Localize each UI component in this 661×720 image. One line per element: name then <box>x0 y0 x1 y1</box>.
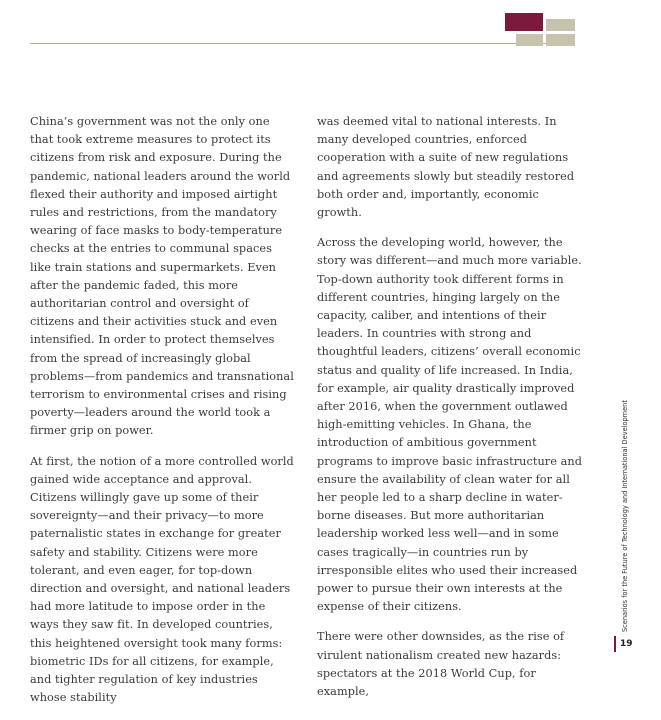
header-accent-block <box>505 13 543 31</box>
paragraph: At first, the notion of a more controlled world gained wide acceptance and approval. Citizens willingly gave up some of their sovereignty—and their privacy—to more paternalistic states in exchange for greater safety and stability. Citizens were more tolerant, and even eager, for top-down direction and oversight, and national leaders had more latitude to impose order in the ways they saw fit. In developed countries, this heightened oversight took many forms: biometric IDs for all citizens, for example, and tighter regulation of key industries whose stability <box>30 454 294 705</box>
paragraph: was deemed vital to national interests. In many developed countries, enforced cooperation with a suite of new regulations and agreements slowly but steadily restored both order and, importantly, economic growth. <box>317 115 575 220</box>
running-title: Scenarios for the Future of Technology and International Development <box>621 400 629 632</box>
paragraph: There were other downsides, as the rise of virulent nationalism created new hazards: spectators at the 2018 World Cup, for example, <box>317 630 565 699</box>
header-decor-block <box>516 34 543 46</box>
header-rule <box>30 43 575 44</box>
header-decor-block <box>546 34 575 46</box>
page-number-bar <box>614 636 616 652</box>
right-column <box>317 113 585 713</box>
paragraph: China’s government was not the only one that took extreme measures to protect its citizens from risk and exposure. During the pandemic, national leaders around the world flexed their authority and imposed airtight rules and restrictions, from the mandatory wearing of face masks to body-temperature checks at the entries to communal spaces like train stations and supermarkets. Even after the pandemic faded, this more authoritarian control and oversight of citizens and their activities stuck and even intensified. In order to protect themselves from the spread of increasingly global problems—from pandemics and transnational terrorism to environmental crises and rising poverty—leaders around the world took a firmer grip on power. <box>30 115 294 438</box>
header-decor-block <box>546 19 575 31</box>
paragraph: Across the developing world, however, the story was different—and much more variable. Top-down authority took different forms in different countries, hinging largely on the capacity, caliber, and intentions of their leaders. In countries with strong and thoughtful leaders, citizens’ overall economic status and quality of life increased. In India, for example, air quality drastically improved after 2016, when the government outlawed high-emitting vehicles. In Ghana, the introduction of ambitious government programs to improve basic infrastructure and ensure the availability of clean water for all her people led to a sharp decline in water-borne diseases. But more authoritarian leadership worked less well—and in some cases tragically—in countries run by irresponsible elites who used their increased power to pursue their own interests at the expense of their citizens. <box>317 236 583 614</box>
left-column <box>30 113 296 720</box>
page-number: 19 <box>620 639 633 649</box>
